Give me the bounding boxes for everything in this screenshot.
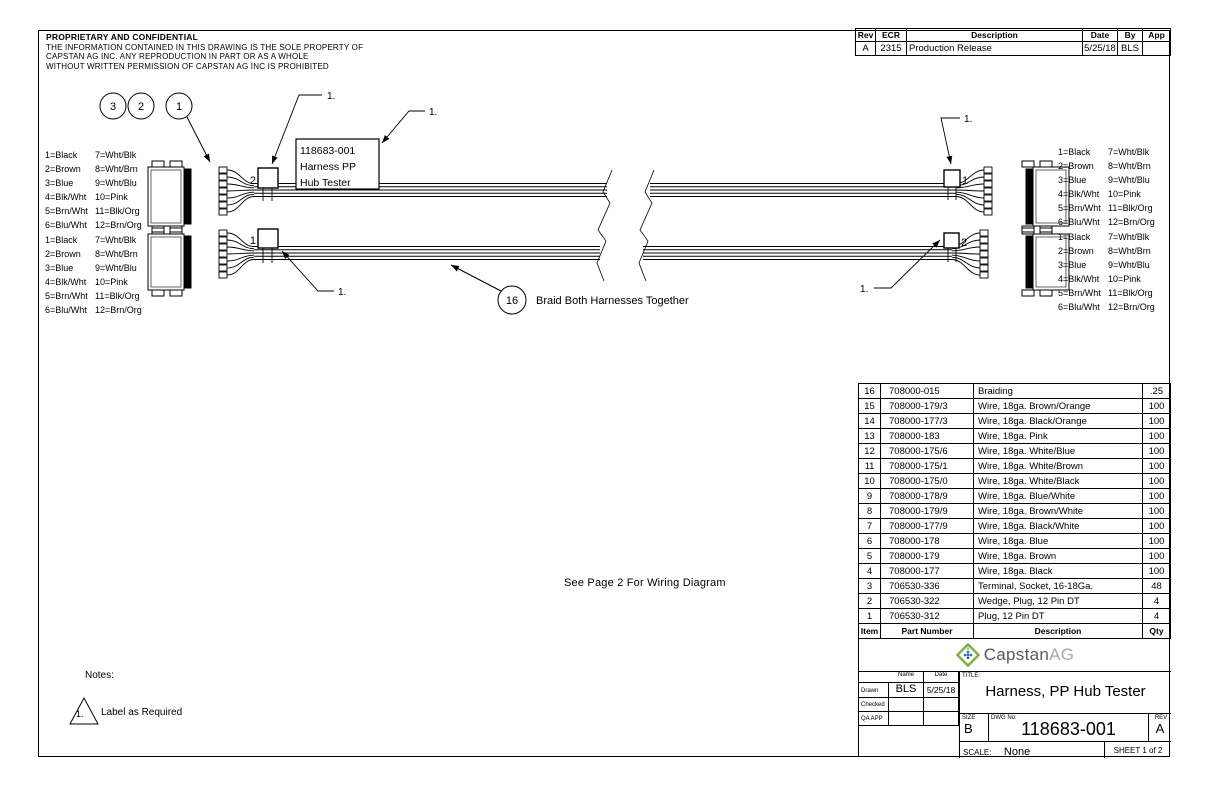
bom-row: [859, 564, 1171, 579]
bom-item: 4: [859, 564, 881, 579]
leader-note-number: 1.: [964, 114, 973, 125]
part-label-line2: Harness PP: [300, 161, 357, 173]
legend-entry: 8=Wht/Brn: [95, 249, 138, 259]
bom-qty: 100: [1143, 489, 1171, 504]
date-col-label: Date: [924, 672, 959, 683]
dwg-label: DWG No:: [991, 715, 1017, 721]
legend-entry: 10=Pink: [95, 192, 128, 202]
ecr-col-header: ECR: [876, 29, 907, 42]
bom-part-number: 708000-175/0: [881, 474, 974, 489]
bom-qty: .25: [1143, 384, 1171, 399]
cable-break-symbol: [597, 170, 654, 281]
bom-description: Wire, 18ga. Black/Orange: [974, 414, 1143, 429]
title-label: TITLE:: [962, 673, 981, 679]
bom-item: 7: [859, 519, 881, 534]
drawing-title: Harness, PP Hub Tester: [985, 683, 1146, 700]
by-col-header: By: [1118, 29, 1143, 42]
bom-qty: 100: [1143, 459, 1171, 474]
bom-item: 2: [859, 594, 881, 609]
proprietary-title: PROPRIETARY AND CONFIDENTIAL: [46, 32, 198, 42]
size-value: B: [964, 721, 973, 736]
part-label-line3: Hub Tester: [300, 177, 351, 189]
legend-entry: 4=Blk/Wht: [1058, 189, 1100, 199]
rev-value: A: [1155, 721, 1165, 736]
legend-entry: 10=Pink: [1108, 274, 1141, 284]
bom-qty: 100: [1143, 414, 1171, 429]
bom-item: 1: [859, 609, 881, 624]
legend-entry: 7=Wht/Blk: [1108, 147, 1150, 157]
proprietary-line: WITHOUT WRITTEN PERMISSION OF CAPSTAN AG INC IS PROHIBITED: [46, 61, 329, 71]
proprietary-line: THE INFORMATION CONTAINED IN THIS DRAWING IS THE SOLE PROPERTY OF: [46, 42, 364, 52]
legend-entry: 3=Blue: [45, 178, 74, 188]
drawn-label: Drawn: [859, 683, 889, 698]
bom-rows: [859, 384, 1171, 624]
bom-description: Wire, 18ga. Pink: [974, 429, 1143, 444]
bom-part-number: 708000-178/9: [881, 489, 974, 504]
bom-part-number: 708000-015: [881, 384, 974, 399]
bom-row: [859, 444, 1171, 459]
bom-qty: 100: [1143, 534, 1171, 549]
title-box: [959, 672, 1171, 714]
bom-item: 10: [859, 474, 881, 489]
legend-entry: 12=Brn/Org: [95, 305, 142, 315]
see-page-note: See Page 2 For Wiring Diagram: [564, 577, 726, 589]
legend-entry: 4=Blk/Wht: [45, 192, 87, 202]
bom-item: 14: [859, 414, 881, 429]
capstan-logo-icon: [956, 643, 980, 667]
plug-connector-top-left: [148, 161, 191, 232]
leader-note-number: 1.: [327, 91, 336, 102]
bom-qty: 100: [1143, 549, 1171, 564]
bom-qty: 100: [1143, 444, 1171, 459]
bom-qty: 100: [1143, 519, 1171, 534]
bom-header-row: [859, 624, 1171, 639]
bom-qty: 100: [1143, 474, 1171, 489]
plug-connector-bottom-left: [148, 228, 191, 296]
legend-entry: 3=Blue: [1058, 260, 1087, 270]
bom-item: 8: [859, 504, 881, 519]
bom-description-header: Description: [974, 624, 1143, 639]
square-number-bottom-left: 1: [249, 235, 256, 247]
legend-entry: 11=Blk/Org: [95, 206, 140, 216]
legend-entry: 10=Pink: [95, 277, 128, 287]
ecr-value: 2315: [876, 42, 907, 56]
logo-row: [859, 639, 1171, 672]
size-label: SIZE: [962, 715, 976, 721]
bom-qty: 4: [1143, 594, 1171, 609]
bom-description: Wire, 18ga. Brown/Orange: [974, 399, 1143, 414]
bom-qty: 48: [1143, 579, 1171, 594]
size-box: [959, 714, 989, 742]
legend-entry: 5=Brn/Wht: [1058, 288, 1101, 298]
logo-text-ag: AG: [1049, 645, 1075, 664]
balloon-3-number: 3: [109, 101, 117, 113]
bom-table: [858, 383, 1171, 639]
harness-bottom-left-fan: [219, 230, 254, 278]
bom-row: [859, 549, 1171, 564]
legend-entry: 1=Black: [1058, 147, 1091, 157]
bom-row: [859, 609, 1171, 624]
legend-entry: 2=Brown: [1058, 161, 1094, 171]
legend-entry: 12=Brn/Org: [1108, 302, 1155, 312]
scale-value: None: [1003, 746, 1031, 758]
square-number-top-left: 2: [249, 175, 256, 187]
rev-label: REV: [1154, 715, 1168, 721]
bom-description: Terminal, Socket, 16-18Ga.: [974, 579, 1143, 594]
legend-entry: 6=Blu/Wht: [45, 220, 87, 230]
bom-item: 11: [859, 459, 881, 474]
leader-note-number: 1.: [429, 107, 438, 118]
checked-name: [889, 698, 924, 712]
bom-item: 6: [859, 534, 881, 549]
dwg-number: 118683-001: [1021, 719, 1116, 739]
rev-col-header: Rev: [856, 29, 876, 42]
bom-qty: 4: [1143, 609, 1171, 624]
note-1-triangle: [70, 698, 98, 724]
bom-item: 9: [859, 489, 881, 504]
checked-label: Checked: [859, 698, 889, 712]
bom-qty-header: Qty: [1143, 624, 1171, 639]
legend-entry: 8=Wht/Brn: [95, 164, 138, 174]
legend-entry: 9=Wht/Blu: [1108, 175, 1150, 185]
proprietary-line: CAPSTAN AG INC. ANY REPRODUCTION IN PART OR AS A WHOLE: [46, 52, 309, 62]
bom-item-header: Item: [859, 624, 881, 639]
legend-entry: 4=Blk/Wht: [1058, 274, 1100, 284]
scale-label: SCALE:: [963, 748, 992, 757]
bom-part-number: 708000-179: [881, 549, 974, 564]
logo-wordmark: [984, 645, 1075, 665]
bom-part-number: 708000-177/9: [881, 519, 974, 534]
bom-description: Wire, 18ga. Brown/White: [974, 504, 1143, 519]
legend-entry: 12=Brn/Org: [95, 220, 142, 230]
title-block: [858, 638, 1170, 757]
bom-row: [859, 384, 1171, 399]
legend-entry: 4=Blk/Wht: [45, 277, 87, 287]
balloon-16-leader: [451, 265, 501, 291]
square-number-top-right: 1: [962, 175, 969, 187]
bom-part-number: 706530-312: [881, 609, 974, 624]
bom-row: [859, 519, 1171, 534]
bom-description: Wire, 18ga. White/Blue: [974, 444, 1143, 459]
bom-item: 5: [859, 549, 881, 564]
balloon-1-leader: [187, 117, 210, 162]
bom-description: Wire, 18ga. Black: [974, 564, 1143, 579]
bom-part-number: 708000-177: [881, 564, 974, 579]
bom-qty: 100: [1143, 564, 1171, 579]
app-col-header: App: [1143, 29, 1171, 42]
bom-description: Wedge, Plug, 12 Pin DT: [974, 594, 1143, 609]
legend-entry: 9=Wht/Blu: [95, 263, 137, 273]
legend-entry: 9=Wht/Blu: [95, 178, 137, 188]
legend-entry: 7=Wht/Blk: [1108, 232, 1150, 242]
leader-note-number: 1.: [338, 287, 347, 298]
bom-part-number: 708000-177/3: [881, 414, 974, 429]
plug-connector-bottom-right: [1022, 228, 1069, 296]
legend-entry: 1=Black: [45, 150, 78, 160]
legend-entry: 5=Brn/Wht: [45, 206, 88, 216]
bom-qty: 100: [1143, 504, 1171, 519]
bom-item: 13: [859, 429, 881, 444]
legend-entry: 3=Blue: [45, 263, 74, 273]
bom-description: Wire, 18ga. White/Brown: [974, 459, 1143, 474]
bom-part-number: 708000-175/6: [881, 444, 974, 459]
legend-entry: 7=Wht/Blk: [95, 150, 137, 160]
bom-part-number: 708000-178: [881, 534, 974, 549]
bom-part-number-header: Part Number: [881, 624, 974, 639]
dwg-box: [989, 714, 1149, 742]
legend-entry: 2=Brown: [1058, 246, 1094, 256]
bom-part-number: 706530-336: [881, 579, 974, 594]
date-col-header: Date: [1083, 29, 1118, 42]
leader-note-number: 1.: [860, 284, 869, 295]
bom-part-number: 706530-322: [881, 594, 974, 609]
rev-box: [1149, 714, 1171, 742]
bom-row: [859, 594, 1171, 609]
legend-entry: 2=Brown: [45, 249, 81, 259]
rev-value: A: [856, 42, 876, 56]
bom-row: [859, 474, 1171, 489]
legend-entry: 8=Wht/Brn: [1108, 161, 1151, 171]
legend-entry: 1=Black: [45, 235, 78, 245]
legend-entry: 7=Wht/Blk: [95, 235, 137, 245]
bom-row: [859, 579, 1171, 594]
legend-entry: 2=Brown: [45, 164, 81, 174]
bom-item: 15: [859, 399, 881, 414]
bom-part-number: 708000-179/3: [881, 399, 974, 414]
legend-entry: 6=Blu/Wht: [1058, 217, 1100, 227]
bom-description: Wire, 18ga. Blue: [974, 534, 1143, 549]
rev-description: Production Release: [907, 42, 1083, 56]
legend-entry: 11=Blk/Org: [1108, 288, 1153, 298]
legend-entry: 9=Wht/Blu: [1108, 260, 1150, 270]
bom-row: [859, 414, 1171, 429]
qa-name: [889, 712, 924, 726]
balloon-1-number: 1: [175, 101, 183, 113]
bom-part-number: 708000-175/1: [881, 459, 974, 474]
rev-by: BLS: [1118, 42, 1143, 56]
legend-entry: 8=Wht/Brn: [1108, 246, 1151, 256]
bom-description: Wire, 18ga. Brown: [974, 549, 1143, 564]
bom-qty: 100: [1143, 399, 1171, 414]
bom-row: [859, 489, 1171, 504]
bom-qty: 100: [1143, 429, 1171, 444]
note-1-number: 1.: [76, 709, 84, 719]
bom-description: Braiding: [974, 384, 1143, 399]
harness-top-left-fan: [219, 167, 254, 215]
rev-date: 5/25/18: [1084, 43, 1116, 54]
qa-date: [924, 712, 959, 726]
bom-part-number: 708000-179/9: [881, 504, 974, 519]
bom-item: 3: [859, 579, 881, 594]
bom-row: [859, 534, 1171, 549]
note-1-text: Label as Required: [101, 707, 183, 718]
qa-app-label: QA APP: [859, 712, 889, 726]
bom-item: 16: [859, 384, 881, 399]
legend-entry: 11=Blk/Org: [95, 291, 140, 301]
bom-item: 12: [859, 444, 881, 459]
bom-row: [859, 504, 1171, 519]
notes-section: [85, 670, 114, 681]
notes-heading: Notes:: [85, 670, 114, 681]
drawn-date: 5/25/18: [924, 683, 959, 698]
bom-description: Wire, 18ga. Blue/White: [974, 489, 1143, 504]
bom-row: [859, 399, 1171, 414]
legend-entry: 3=Blue: [1058, 175, 1087, 185]
legend-entry: 5=Brn/Wht: [1058, 203, 1101, 213]
checked-date: [924, 698, 959, 712]
legend-entry: 1=Black: [1058, 232, 1091, 242]
name-col-label: Name: [889, 672, 924, 683]
bom-description: Plug, 12 Pin DT: [974, 609, 1143, 624]
balloon-2-number: 2: [137, 101, 145, 113]
plug-connector-top-right: [1022, 161, 1069, 232]
square-number-bottom-right: 2: [961, 237, 968, 249]
balloon-16-number: 16: [505, 295, 519, 307]
part-label-line1: 118683-001: [300, 145, 356, 157]
bom-description: Wire, 18ga. Black/White: [974, 519, 1143, 534]
braid-note: Braid Both Harnesses Together: [536, 295, 689, 307]
legend-entry: 6=Blu/Wht: [1058, 302, 1100, 312]
legend-entry: 11=Blk/Org: [1108, 203, 1153, 213]
bom-row: [859, 459, 1171, 474]
drawn-name: BLS: [889, 683, 924, 698]
bom-part-number: 708000-183: [881, 429, 974, 444]
legend-entry: 12=Brn/Org: [1108, 217, 1155, 227]
legend-entry: 5=Brn/Wht: [45, 291, 88, 301]
scale-box: [959, 742, 1104, 758]
sheet-box: SHEET 1 of 2: [1104, 742, 1171, 758]
bom-row: [859, 429, 1171, 444]
bom-description: Wire, 18ga. White/Black: [974, 474, 1143, 489]
legend-entry: 6=Blu/Wht: [45, 305, 87, 315]
description-col-header: Description: [907, 29, 1083, 42]
legend-entry: 10=Pink: [1108, 189, 1141, 199]
logo-text-capstan: Capstan: [983, 645, 1050, 664]
